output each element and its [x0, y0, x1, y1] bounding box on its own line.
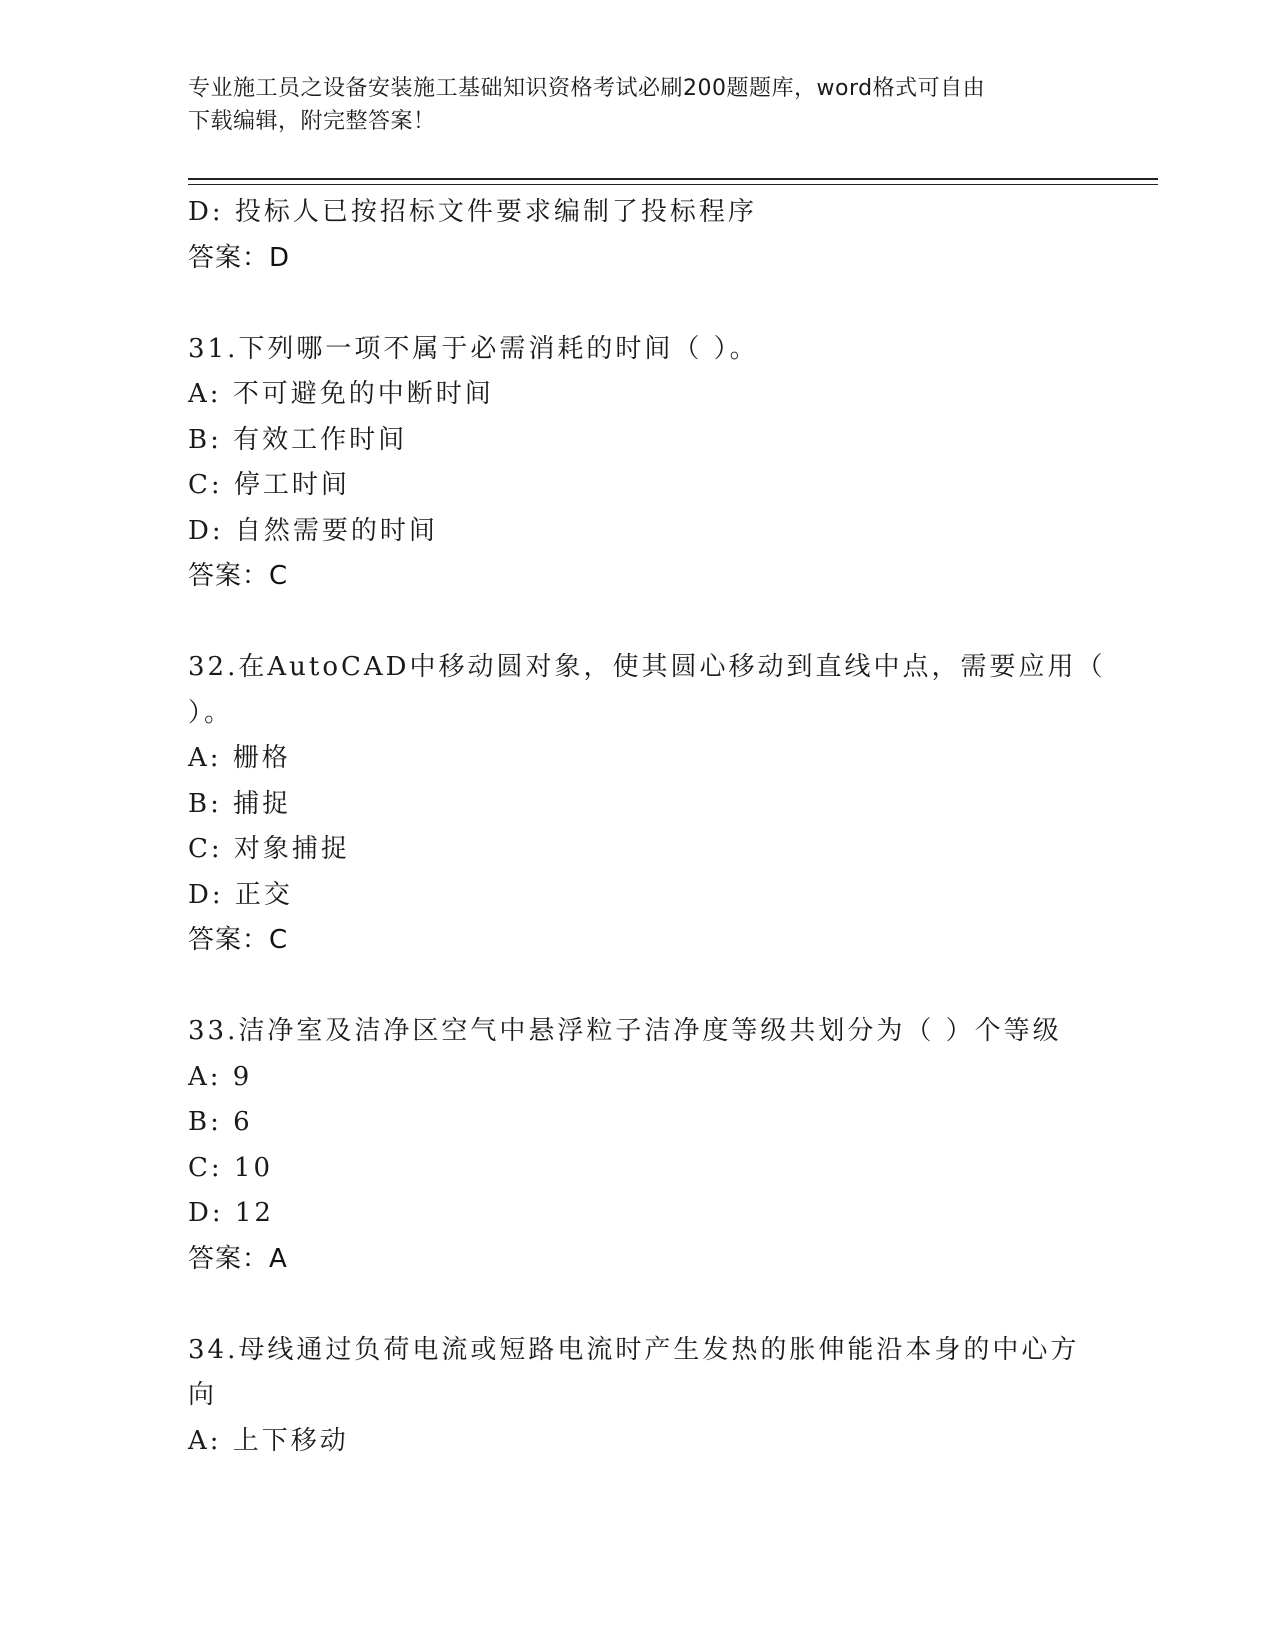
question-text: 33.洁净室及洁净区空气中悬浮粒子洁净度等级共划分为（ ）个等级 — [188, 1016, 1062, 1046]
answer: 答案：C — [188, 561, 289, 591]
spacer — [188, 964, 1088, 1010]
option-a: A: 9 — [188, 1061, 253, 1092]
option-b: B: 有效工作时间 — [188, 424, 408, 455]
question-31 — [188, 327, 1088, 600]
question-text-line-1: 34.母线通过负荷电流或短路电流时产生发热的胀伸能沿本身的中心方 — [188, 1334, 1080, 1365]
option-b: B: 6 — [188, 1107, 253, 1137]
header-divider-thin — [188, 184, 1158, 185]
spacer — [188, 281, 1088, 327]
option-d: D: 投标人已按招标文件要求编制了投标程序 — [188, 197, 757, 227]
answer: 答案：A — [188, 1243, 288, 1274]
option-c: C: 对象捕捉 — [188, 834, 350, 864]
header-line-1: 专业施工员之设备安装施工基础知识资格考试必刷200题题库，word格式可自由 — [188, 76, 986, 101]
spacer — [188, 1282, 1088, 1328]
option-c: C: 停工时间 — [188, 470, 350, 500]
option-b: B: 捕捉 — [188, 788, 292, 819]
option-d: D: 自然需要的时间 — [188, 515, 438, 546]
document-header — [188, 72, 1088, 138]
question-32 — [188, 645, 1106, 964]
header-divider-thick — [188, 178, 1158, 180]
option-c: C: 10 — [188, 1152, 274, 1183]
question-30 — [188, 190, 1088, 281]
question-text-line-2: 向 — [188, 1380, 218, 1410]
option-d: D: 正交 — [188, 879, 293, 910]
option-a: A: 上下移动 — [188, 1425, 349, 1456]
question-text: 31.下列哪一项不属于必需消耗的时间（ ）。 — [188, 333, 759, 364]
option-a: A: 不可避免的中断时间 — [188, 379, 494, 409]
question-list — [188, 190, 1106, 1464]
question-text-line-1: 32.在AutoCAD中移动圆对象，使其圆心移动到直线中点，需要应用（ — [188, 652, 1106, 682]
option-d: D: 12 — [188, 1198, 274, 1228]
option-a: A: 栅格 — [188, 743, 291, 773]
question-text-line-2: ）。 — [188, 697, 234, 728]
header-line-2: 下载编辑，附完整答案！ — [188, 109, 436, 134]
answer: 答案：D — [188, 242, 291, 273]
spacer — [188, 600, 1088, 646]
answer: 答案：C — [188, 925, 289, 955]
question-34 — [188, 1328, 1088, 1465]
question-33 — [188, 1009, 1088, 1282]
